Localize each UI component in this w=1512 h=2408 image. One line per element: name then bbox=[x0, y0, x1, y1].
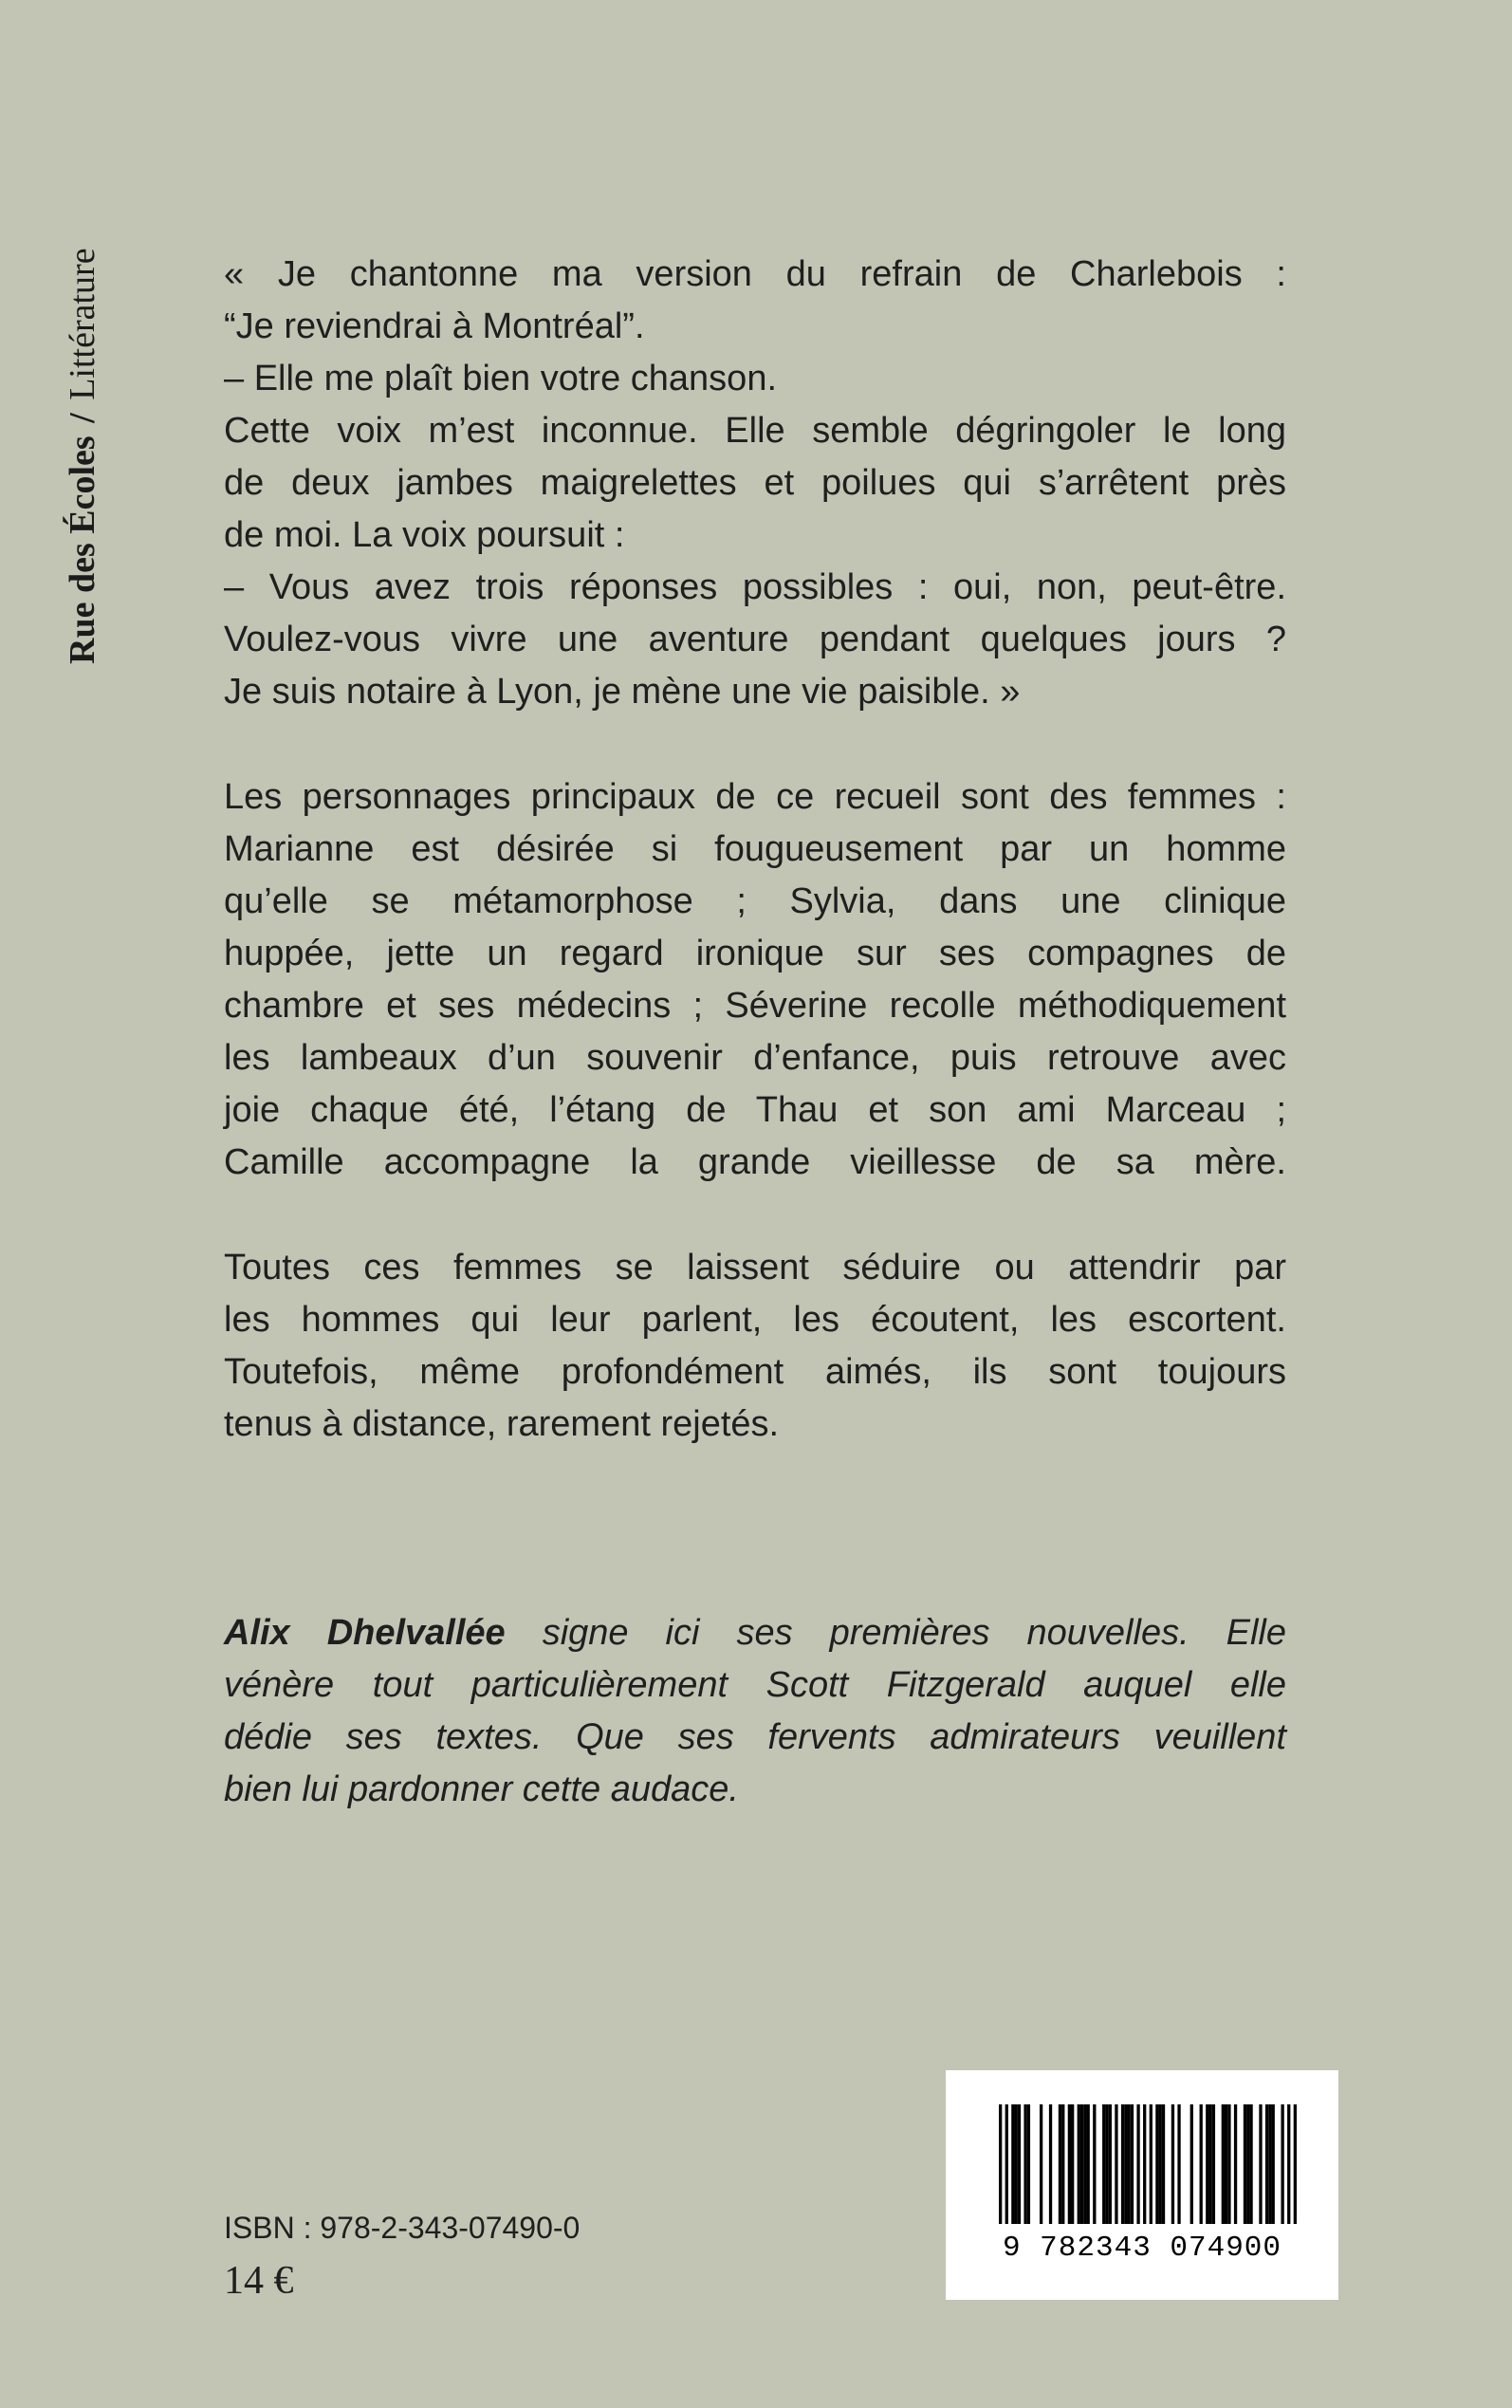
barcode-bar bbox=[1200, 2104, 1203, 2224]
excerpt-line: de moi. La voix poursuit : bbox=[224, 515, 625, 555]
barcode-bar bbox=[1040, 2104, 1042, 2224]
barcode-bar bbox=[1150, 2104, 1152, 2224]
barcode bbox=[946, 2070, 1338, 2300]
summary-line: Marianne est désirée si fougueusement par un homme bbox=[224, 829, 1286, 869]
summary-line: les lambeaux d’un souvenir d’enfance, puis retrouve avec bbox=[224, 1038, 1286, 1078]
excerpt-line: « Je chantonne ma version du refrain de Charlebois : bbox=[224, 254, 1286, 294]
barcode-bar bbox=[1005, 2104, 1008, 2224]
barcode-bar bbox=[1102, 2104, 1105, 2224]
barcode-bar bbox=[1249, 2104, 1252, 2224]
summary-line: huppée, jette un regard ironique sur ses compagnes de bbox=[224, 934, 1286, 973]
barcode-bar bbox=[1128, 2104, 1131, 2224]
barcode-bar bbox=[1083, 2104, 1086, 2224]
summary-line: Camille accompagne la grande vieillesse de sa mère. bbox=[224, 1142, 1286, 1182]
barcode-bar bbox=[1281, 2104, 1283, 2224]
excerpt-line: – Vous avez trois réponses possibles : oui, non, peut-être. bbox=[224, 567, 1286, 607]
barcode-bar bbox=[1049, 2104, 1052, 2224]
theme-line: tenus à distance, rarement rejetés. bbox=[224, 1404, 780, 1444]
barcode-bar bbox=[1212, 2104, 1215, 2224]
barcode-bar bbox=[1068, 2104, 1071, 2224]
excerpt-line: de deux jambes maigrelettes et poilues qui s’arrêtent près bbox=[224, 463, 1286, 503]
spacer bbox=[224, 718, 1286, 771]
barcode-bars bbox=[999, 2104, 1297, 2224]
barcode-bar bbox=[1208, 2104, 1211, 2224]
spacer bbox=[224, 1189, 1286, 1242]
barcode-bar bbox=[1124, 2104, 1127, 2224]
excerpt-line: Voulez-vous vivre une aventure pendant quelques jours ? bbox=[224, 620, 1286, 659]
barcode-bar bbox=[1206, 2104, 1208, 2224]
price-label: 14 € bbox=[224, 2259, 294, 2303]
barcode-bar bbox=[1023, 2104, 1026, 2224]
collection-name: Littérature bbox=[63, 248, 102, 400]
summary-line: Les personnages principaux de ce recueil sont des femmes : bbox=[224, 777, 1286, 817]
excerpt-line: Cette voix m’est inconnue. Elle semble dégringoler le long bbox=[224, 411, 1286, 451]
barcode-bar bbox=[1027, 2104, 1030, 2224]
barcode-bar bbox=[1225, 2104, 1227, 2224]
barcode-bar bbox=[1136, 2104, 1139, 2224]
author-name: Alix Dhelvallée bbox=[224, 1613, 506, 1653]
excerpt-line: – Elle me plaît bien votre chanson. bbox=[224, 359, 778, 398]
author-line: bien lui pardonner cette audace. bbox=[224, 1769, 739, 1809]
theme-line: Toutefois, même profondément aimés, ils sont toujours bbox=[224, 1352, 1286, 1392]
barcode-bar bbox=[1080, 2104, 1083, 2224]
barcode-bar bbox=[1177, 2104, 1180, 2224]
back-cover-text bbox=[224, 249, 1286, 1816]
barcode-bar bbox=[1115, 2104, 1117, 2224]
barcode-bar bbox=[1105, 2104, 1108, 2224]
barcode-bar bbox=[1171, 2104, 1174, 2224]
barcode-number: 9 782343 074900 bbox=[1002, 2232, 1282, 2265]
author-line: dédie ses textes. Que ses fervents admirateurs veuillent bbox=[224, 1717, 1286, 1757]
barcode-bar bbox=[1131, 2104, 1134, 2224]
barcode-bar bbox=[1159, 2104, 1162, 2224]
barcode-bar bbox=[1234, 2104, 1237, 2224]
theme-block bbox=[224, 1242, 1286, 1451]
barcode-bar bbox=[1227, 2104, 1230, 2224]
excerpt-line: Je suis notaire à Lyon, je mène une vie paisible. » bbox=[224, 672, 1021, 712]
spacer bbox=[224, 1451, 1286, 1607]
barcode-bar bbox=[1268, 2104, 1271, 2224]
barcode-bar bbox=[1059, 2104, 1061, 2224]
excerpt-line: “Je reviendrai à Montréal”. bbox=[224, 306, 645, 346]
series-name: Rue des Écoles bbox=[63, 435, 102, 664]
barcode-bar bbox=[1244, 2104, 1246, 2224]
barcode-bar bbox=[1061, 2104, 1064, 2224]
barcode-bar bbox=[999, 2104, 1002, 2224]
barcode-bar bbox=[1246, 2104, 1249, 2224]
summary-line: qu’elle se métamorphose ; Sylvia, dans une clinique bbox=[224, 881, 1286, 921]
barcode-bar bbox=[1015, 2104, 1018, 2224]
barcode-bar bbox=[1259, 2104, 1262, 2224]
barcode-bar bbox=[1143, 2104, 1146, 2224]
barcode-bar bbox=[1071, 2104, 1074, 2224]
author-line-rest: signe ici ses premières nouvelles. Elle bbox=[505, 1613, 1287, 1653]
barcode-bar bbox=[1287, 2104, 1290, 2224]
summary-line: joie chaque été, l’étang de Thau et son ami Marceau ; bbox=[224, 1090, 1286, 1130]
barcode-bar bbox=[1093, 2104, 1096, 2224]
barcode-bar bbox=[1162, 2104, 1165, 2224]
barcode-bar bbox=[1078, 2104, 1080, 2224]
barcode-bar bbox=[1109, 2104, 1112, 2224]
barcode-bar bbox=[1011, 2104, 1014, 2224]
barcode-bar bbox=[1222, 2104, 1225, 2224]
excerpt-block bbox=[224, 249, 1286, 718]
barcode-bar bbox=[1121, 2104, 1124, 2224]
barcode-bar bbox=[1155, 2104, 1158, 2224]
barcode-bar bbox=[1272, 2104, 1275, 2224]
barcode-bar bbox=[1265, 2104, 1268, 2224]
barcode-bar bbox=[1294, 2104, 1297, 2224]
author-line: vénère tout particulièrement Scott Fitzgerald auquel elle bbox=[224, 1665, 1286, 1705]
author-line bbox=[224, 1607, 1286, 1659]
barcode-bar bbox=[1190, 2104, 1193, 2224]
barcode-bar bbox=[1018, 2104, 1021, 2224]
series-separator: / bbox=[63, 413, 102, 423]
barcode-bar bbox=[1087, 2104, 1090, 2224]
theme-line: les hommes qui leur parlent, les écoutent, les escortent. bbox=[224, 1300, 1286, 1340]
theme-line: Toutes ces femmes se laissent séduire ou attendrir par bbox=[224, 1248, 1286, 1287]
isbn-label: ISBN : 978-2-343-07490-0 bbox=[224, 2211, 581, 2245]
spine-series-label bbox=[65, 248, 101, 664]
summary-block bbox=[224, 771, 1286, 1189]
summary-line: chambre et ses médecins ; Séverine recolle méthodiquement bbox=[224, 986, 1286, 1026]
author-note-block bbox=[224, 1607, 1286, 1816]
